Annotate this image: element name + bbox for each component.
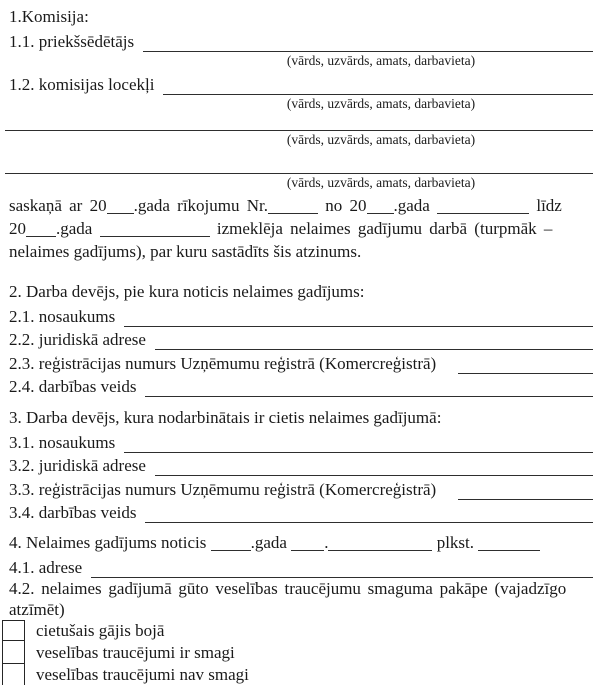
accident-when-text-c: . <box>324 533 329 552</box>
accident-when-line <box>9 531 593 554</box>
order-year2-blank[interactable] <box>367 201 394 214</box>
employer-address-label: 2.2. juridiskā adrese <box>9 330 146 349</box>
severe-checkbox-label: veselības traucējumi ir smagi <box>36 642 235 662</box>
members-caption: (vārds, uzvārds, amats, darbavieta) <box>286 96 476 111</box>
order-paragraph-line3: nelaimes gadījums), par kuru sastādīts šis atzinums. <box>9 242 362 261</box>
victim-employer-regnumber-label: 3.3. reģistrācijas numurs Uzņēmumu reģistrā (Komercreģistrā) <box>9 479 437 499</box>
members-row <box>9 72 593 96</box>
severity-option-fatal <box>2 620 593 642</box>
accident-when-text-b: .gada <box>250 533 292 552</box>
section1-heading: 1.Komisija: <box>9 7 89 26</box>
employer-address-input-line[interactable] <box>155 327 593 351</box>
employer-name-input-line[interactable] <box>124 303 593 327</box>
accident-address-row <box>9 554 593 578</box>
order-text-1a: saskaņā ar 20 <box>9 196 107 215</box>
severity-option-not-severe <box>2 664 593 685</box>
accident-year-blank[interactable] <box>211 538 251 551</box>
order-year1-blank[interactable] <box>107 201 134 214</box>
severity-text-line1: 4.2. nelaimes gadījumā gūto veselības traucējumu smaguma pakāpe (vajadzīgo <box>9 578 567 598</box>
victim-employer-activity-input-line[interactable] <box>145 500 593 524</box>
order-year3-blank[interactable] <box>26 224 56 237</box>
section2-heading: 2. Darba devējs, pie kura noticis nelaimes gadījums: <box>9 282 365 301</box>
victim-employer-address-input-line[interactable] <box>155 453 593 477</box>
victim-employer-regnumber-row <box>9 476 593 500</box>
accident-address-input-line[interactable] <box>91 554 593 578</box>
victim-employer-address-row <box>9 453 593 477</box>
accident-when-text-a: 4. Nelaimes gadījums noticis <box>9 533 211 552</box>
fatal-checkbox-label: cietušais gājis bojā <box>36 620 165 640</box>
accident-time-blank[interactable] <box>478 538 540 551</box>
employer-activity-label: 2.4. darbības veids <box>9 377 137 396</box>
order-paragraph-line2 <box>9 217 593 240</box>
accident-address-label: 4.1. adrese <box>9 557 83 577</box>
employer-regnumber-input-line[interactable] <box>458 350 593 374</box>
member2-caption: (vārds, uzvārds, amats, darbavieta) <box>286 132 476 147</box>
victim-employer-regnumber-input-line[interactable] <box>458 476 593 500</box>
member3-caption: (vārds, uzvārds, amats, darbavieta) <box>286 175 476 190</box>
order-text-1b: .gada rīkojumu Nr. <box>133 196 268 215</box>
order-date1-blank[interactable] <box>437 201 529 214</box>
order-number-blank[interactable] <box>268 201 318 214</box>
member2-input-line[interactable] <box>5 115 593 131</box>
order-text-1d: .gada <box>393 196 438 215</box>
victim-employer-name-input-line[interactable] <box>124 429 593 453</box>
order-text-2b: .gada <box>56 219 100 238</box>
victim-employer-activity-row <box>9 500 593 524</box>
order-date2-blank[interactable] <box>100 224 210 237</box>
chairman-row <box>9 28 593 52</box>
employer-activity-row <box>9 374 593 398</box>
chairman-caption: (vārds, uzvārds, amats, darbavieta) <box>286 52 476 68</box>
order-text-1c: no 20 <box>318 196 367 215</box>
section3-heading: 3. Darba devējs, kura nodarbinātais ir cietis nelaimes gadījumā: <box>9 408 442 427</box>
chairman-input-line[interactable] <box>143 28 593 52</box>
employer-address-row <box>9 327 593 351</box>
members-input-line[interactable] <box>163 72 593 96</box>
employer-activity-input-line[interactable] <box>145 374 593 398</box>
member3-input-line[interactable] <box>5 151 593 174</box>
not-severe-checkbox-label: veselības traucējumi nav smagi <box>36 665 249 685</box>
victim-employer-activity-label: 3.4. darbības veids <box>9 503 137 522</box>
accident-when-text-d: plkst. <box>432 533 479 552</box>
accident-month-blank[interactable] <box>328 538 432 551</box>
members-label: 1.2. komisijas locekļi <box>9 75 155 94</box>
severity-option-severe <box>2 642 593 664</box>
accident-day-blank[interactable] <box>291 538 324 551</box>
chairman-label: 1.1. priekšsēdētājs <box>9 31 135 51</box>
order-text-2c: izmeklēja nelaimes gadījumu darbā (turpmāk – <box>209 219 553 238</box>
not-severe-checkbox[interactable] <box>2 663 25 685</box>
fatal-checkbox[interactable] <box>2 620 25 642</box>
victim-employer-name-label: 3.1. nosaukums <box>9 432 116 452</box>
order-text-1e: līdz <box>529 196 562 215</box>
victim-employer-name-row <box>9 429 593 453</box>
severe-checkbox[interactable] <box>2 640 25 664</box>
employer-regnumber-row <box>9 350 593 374</box>
employer-name-label: 2.1. nosaukums <box>9 306 116 326</box>
victim-employer-address-label: 3.2. juridiskā adrese <box>9 456 146 475</box>
order-paragraph-line1 <box>9 194 593 217</box>
order-text-2a: 20 <box>9 219 26 238</box>
employer-name-row <box>9 303 593 327</box>
employer-regnumber-label: 2.3. reģistrācijas numurs Uzņēmumu reģistrā (Komercreģistrā) <box>9 353 437 373</box>
severity-text-line2: atzīmēt) <box>9 599 65 619</box>
